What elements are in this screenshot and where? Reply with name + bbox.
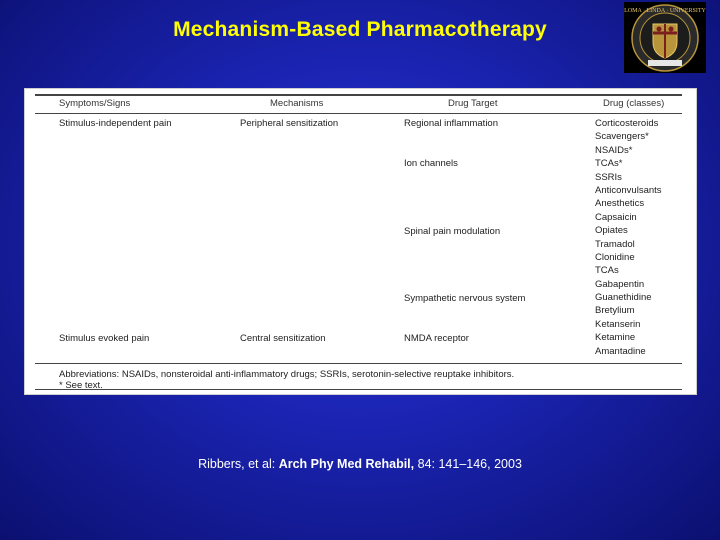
drug-item: Bretylium: [595, 305, 635, 317]
drug-item: Anticonvulsants: [595, 184, 662, 196]
university-seal-logo: [624, 2, 706, 73]
footer-rule: [35, 363, 682, 364]
see-text-note: * See text.: [59, 380, 103, 391]
table-top-rule: [35, 94, 682, 96]
drug-item: Gabapentin: [595, 278, 645, 290]
mechanism-peripheral: Peripheral sensitization: [240, 118, 339, 129]
symptom-stimulus-independent: Stimulus-independent pain: [59, 118, 172, 129]
drug-item: Ketanserin: [595, 318, 641, 330]
table-bottom-rule: [35, 389, 682, 390]
target-nmda-receptor: NMDA receptor: [404, 333, 469, 344]
mechanism-drug-table: [24, 88, 697, 395]
drug-item: TCAs: [595, 265, 619, 277]
citation-details: 84: 141–146, 2003: [417, 457, 522, 471]
abbreviations-note: Abbreviations: NSAIDs, nonsteroidal anti-inflammatory drugs; SSRIs, serotonin-selective reuptake inhibitors.: [59, 369, 515, 380]
citation-journal: Arch Phy Med Rehabil,: [278, 457, 415, 471]
drug-item: Anesthetics: [595, 198, 645, 210]
header-mechanisms: Mechanisms: [270, 98, 324, 109]
target-ion-channels: Ion channels: [404, 158, 458, 169]
drug-item: Scavengers*: [595, 131, 649, 143]
drug-item: Tramadol: [595, 238, 635, 250]
drug-item: Ketamine: [595, 332, 636, 344]
drug-item: Guanethidine: [595, 292, 652, 304]
target-sympathetic-nervous-system: Sympathetic nervous system: [404, 293, 526, 304]
target-regional-inflammation: Regional inflammation: [404, 118, 498, 129]
header-drug-target: Drug Target: [448, 98, 498, 109]
header-symptoms: Symptoms/Signs: [59, 98, 131, 109]
mechanism-central: Central sensitization: [240, 333, 326, 344]
header-rule: [35, 113, 682, 114]
drug-item: Corticosteroids: [595, 118, 659, 129]
slide-title: Mechanism-Based Pharmacotherapy: [173, 18, 547, 41]
header-drug-classes: Drug (classes): [603, 98, 665, 109]
symptom-stimulus-evoked: Stimulus evoked pain: [59, 333, 150, 344]
drug-item: TCAs*: [595, 158, 623, 170]
drug-list: [595, 117, 662, 358]
citation: [0, 457, 720, 471]
drug-item: Clonidine: [595, 251, 635, 263]
drug-item: Capsaicin: [595, 211, 637, 223]
drug-item: NSAIDs*: [595, 144, 633, 156]
citation-authors: Ribbers, et al:: [198, 457, 276, 471]
svg-text:LOMA · LINDA · UNIVERSITY: LOMA · LINDA · UNIVERSITY: [624, 8, 706, 14]
target-spinal-pain-modulation: Spinal pain modulation: [404, 226, 501, 237]
table-footnotes: [59, 369, 514, 391]
drug-item: Opiates: [595, 225, 628, 237]
drug-item: Amantadine: [595, 345, 646, 357]
drug-item: SSRIs: [595, 171, 622, 183]
